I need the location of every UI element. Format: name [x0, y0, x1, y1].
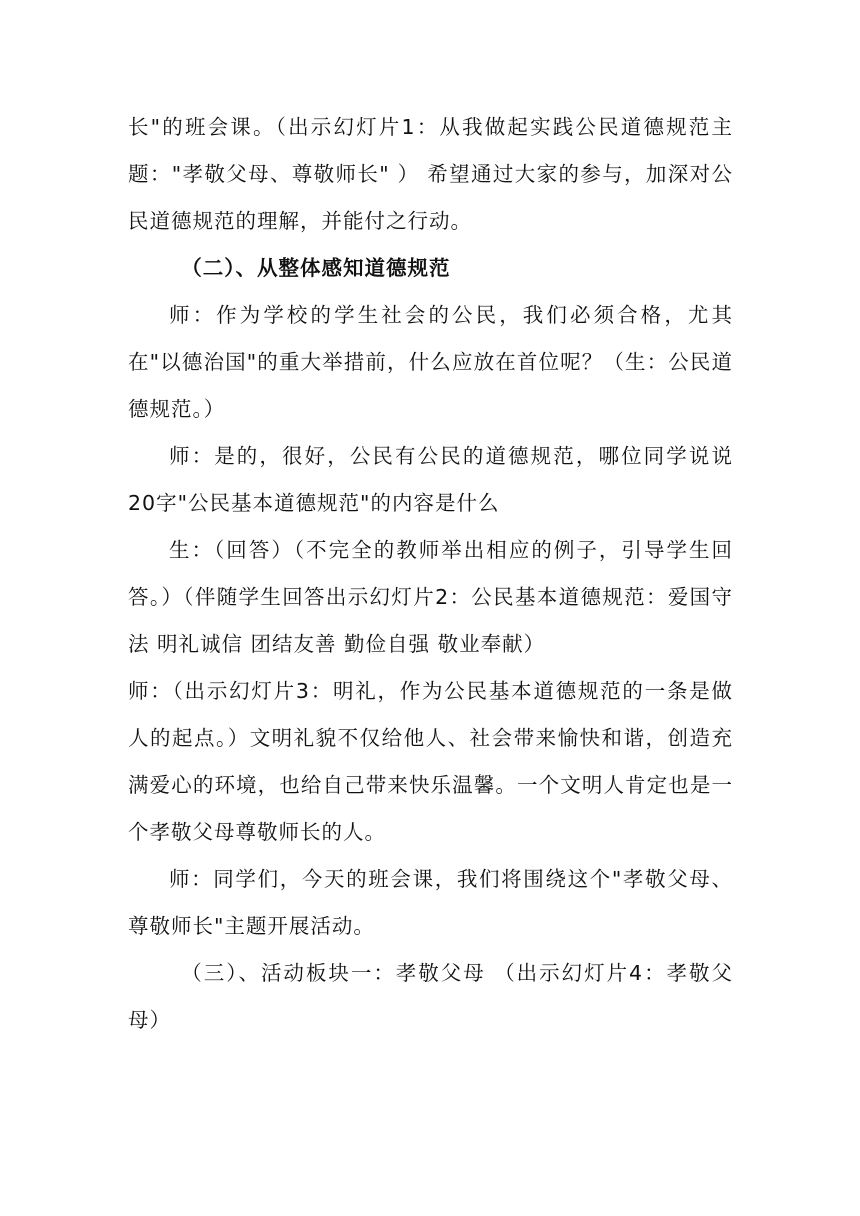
section-heading-three: （三）、活动板块一：孝敬父母 （出示幻灯片4：孝敬父母）	[128, 961, 733, 1032]
paragraph-teacher-question: 师：作为学校的学生社会的公民，我们必须合格，尤其在"以德治国"的重大举措前，什么应放在首位呢？（生：公民道德规范。）	[128, 303, 733, 421]
section-heading-two: （二）、从整体感知道德规范	[181, 256, 451, 280]
paragraph-teacher-prompt: 师：是的，很好，公民有公民的道德规范，哪位同学说说20字"公民基本道德规范"的内容是什么	[128, 444, 733, 515]
paragraph-teacher-intro: 师：同学们，今天的班会课，我们将围绕这个"孝敬父母、尊敬师长"主题开展活动。	[128, 867, 733, 938]
document-body	[128, 104, 733, 1044]
paragraph-continuation: 长"的班会课。（出示幻灯片1：从我做起实践公民道德规范主题："孝敬父母、尊敬师长" ） 希望通过大家的参与，加深对公民道德规范的理解，并能付之行动。	[128, 115, 733, 233]
paragraph-teacher-mingli: 师：（出示幻灯片3：明礼，作为公民基本道德规范的一条是做人的起点。）文明礼貌不仅给他人、社会带来愉快和谐，创造充满爱心的环境，也给自己带来快乐温馨。一个文明人肯定也是一个孝敬父母尊敬师长的人。	[128, 679, 733, 844]
paragraph-student-answer: 生：（回答）（不完全的教师举出相应的例子，引导学生回答。）（伴随学生回答出示幻灯片2：公民基本道德规范：爱国守法 明礼诚信 团结友善 勤俭自强 敬业奉献）	[128, 538, 733, 656]
